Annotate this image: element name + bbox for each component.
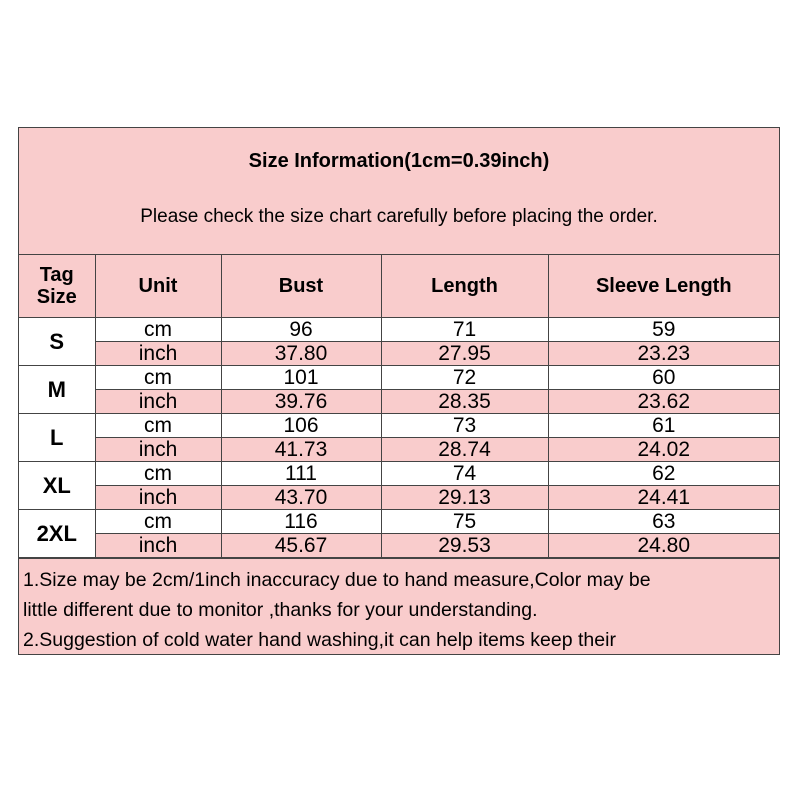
- length-cell: 74: [381, 462, 548, 486]
- sleeve-cell: 63: [548, 510, 779, 534]
- header-length: Length: [381, 255, 548, 318]
- header-sleeve-length: Sleeve Length: [548, 255, 779, 318]
- table-row: [19, 318, 779, 342]
- length-cell: 71: [381, 318, 548, 342]
- bust-cell: 39.76: [221, 390, 381, 414]
- size-tag: 2XL: [19, 510, 95, 558]
- table-row: [19, 342, 779, 366]
- chart-title: Size Information(1cm=0.39inch): [248, 150, 550, 172]
- table-row: [19, 462, 779, 486]
- size-table-body: [19, 318, 779, 558]
- unit-cell: cm: [95, 318, 221, 342]
- header-tag-line2: Size: [36, 286, 77, 308]
- table-row: [19, 486, 779, 510]
- table-row: [19, 366, 779, 390]
- unit-cell: inch: [95, 438, 221, 462]
- sleeve-cell: 62: [548, 462, 779, 486]
- size-tag: S: [19, 318, 95, 366]
- table-row: [19, 510, 779, 534]
- length-cell: 72: [381, 366, 548, 390]
- sleeve-cell: 23.62: [548, 390, 779, 414]
- unit-cell: cm: [95, 462, 221, 486]
- header-bust: Bust: [221, 255, 381, 318]
- table-header-row: [19, 255, 779, 318]
- unit-cell: inch: [95, 342, 221, 366]
- table-row: [19, 534, 779, 558]
- length-cell: 73: [381, 414, 548, 438]
- sleeve-cell: 24.80: [548, 534, 779, 558]
- bust-cell: 111: [221, 462, 381, 486]
- unit-cell: inch: [95, 534, 221, 558]
- unit-cell: inch: [95, 486, 221, 510]
- length-cell: 28.35: [381, 390, 548, 414]
- header-tag-line1: Tag: [39, 264, 74, 286]
- size-table: [19, 255, 779, 558]
- unit-cell: cm: [95, 414, 221, 438]
- bust-cell: 116: [221, 510, 381, 534]
- length-cell: 75: [381, 510, 548, 534]
- table-row: [19, 414, 779, 438]
- length-cell: 28.74: [381, 438, 548, 462]
- size-tag: M: [19, 366, 95, 414]
- sleeve-cell: 61: [548, 414, 779, 438]
- sleeve-cell: 23.23: [548, 342, 779, 366]
- sleeve-cell: 59: [548, 318, 779, 342]
- bust-cell: 37.80: [221, 342, 381, 366]
- note-line: 1.Size may be 2cm/1inch inaccuracy due to hand measure,Color may be: [23, 569, 651, 591]
- length-cell: 29.13: [381, 486, 548, 510]
- chart-subtitle: Please check the size chart carefully before placing the order.: [140, 206, 658, 227]
- bust-cell: 43.70: [221, 486, 381, 510]
- sleeve-cell: 60: [548, 366, 779, 390]
- table-row: [19, 438, 779, 462]
- note-line: little different due to monitor ,thanks for your understanding.: [23, 599, 538, 621]
- sleeve-cell: 24.41: [548, 486, 779, 510]
- bust-cell: 101: [221, 366, 381, 390]
- size-tag: XL: [19, 462, 95, 510]
- unit-cell: cm: [95, 366, 221, 390]
- sleeve-cell: 24.02: [548, 438, 779, 462]
- header-unit: Unit: [95, 255, 221, 318]
- notes: [19, 558, 779, 654]
- bust-cell: 45.67: [221, 534, 381, 558]
- bust-cell: 106: [221, 414, 381, 438]
- bust-cell: 41.73: [221, 438, 381, 462]
- chart-header: [19, 128, 779, 255]
- length-cell: 27.95: [381, 342, 548, 366]
- size-tag: L: [19, 414, 95, 462]
- size-chart: [18, 127, 780, 655]
- header-tag-size: [19, 255, 95, 318]
- table-row: [19, 390, 779, 414]
- bust-cell: 96: [221, 318, 381, 342]
- unit-cell: inch: [95, 390, 221, 414]
- length-cell: 29.53: [381, 534, 548, 558]
- note-line: 2.Suggestion of cold water hand washing,it can help items keep their: [23, 629, 616, 651]
- unit-cell: cm: [95, 510, 221, 534]
